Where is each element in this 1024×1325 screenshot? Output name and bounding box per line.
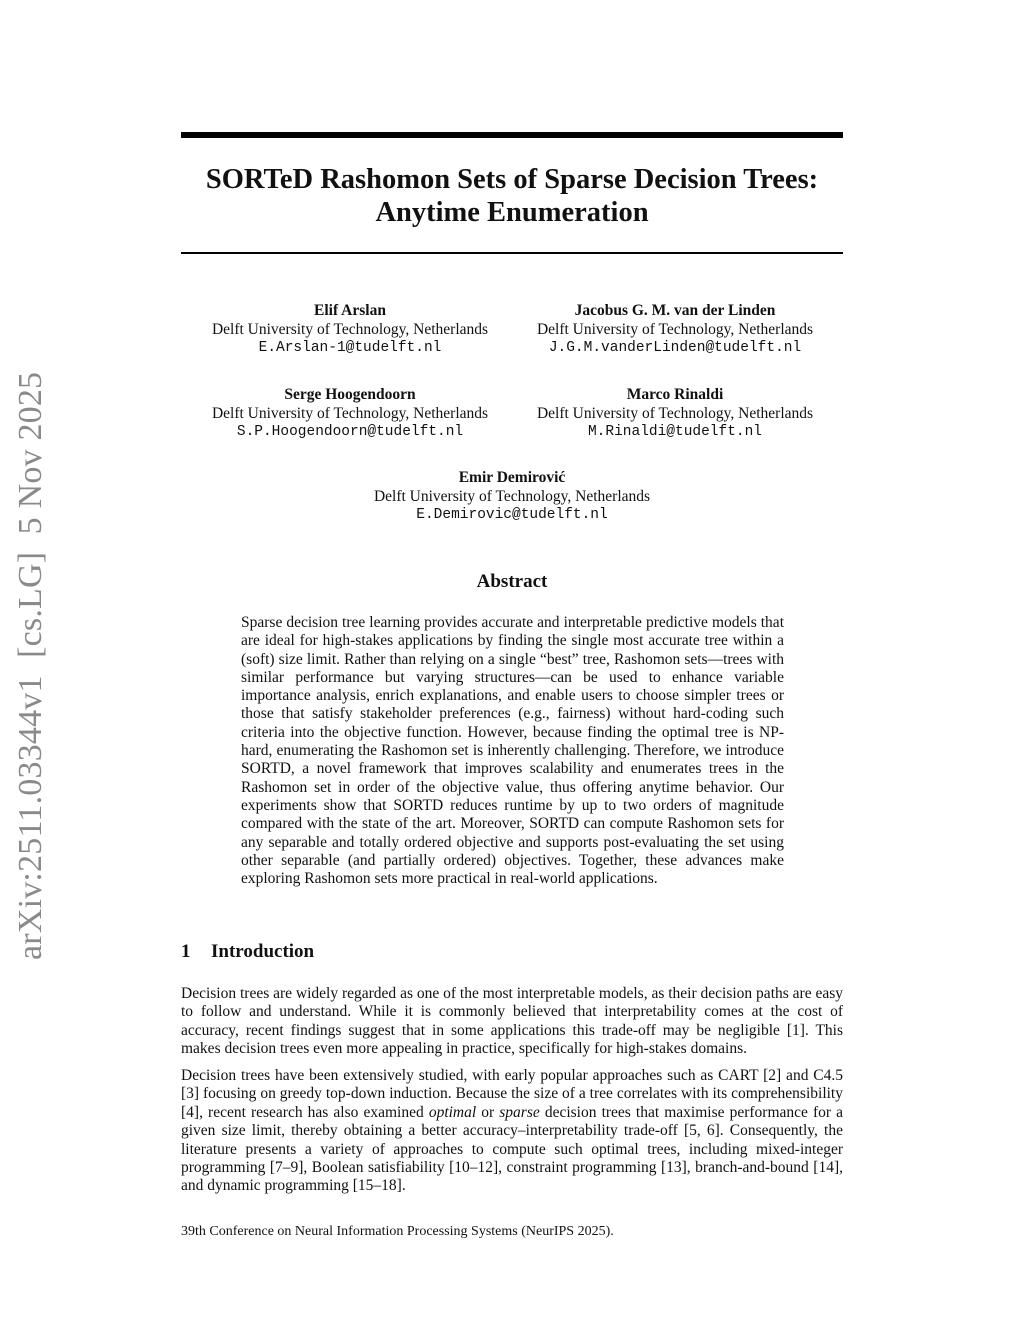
author-block xyxy=(185,301,515,358)
paragraph-text: Decision trees have been extensively studied, with early popular approaches such as CART [2] and C4.5 [3] focusing on greedy top-down induction. Because the size of a tree correlates with its comprehensibility [4], recent research has also examined xyxy=(181,1067,843,1121)
abstract-text: Sparse decision tree learning provides accurate and interpretable predictive models that are ideal for high-stakes applications by finding the single most accurate tree within a (soft) size limit. Rather than relying on a single “best” tree, Rashomon sets—trees with similar performance but varying structures—can be used to enhance variable importance analysis, enrich explanations, and enable users to choose simpler trees or those that satisfy stakeholder preferences (e.g., fairness) without hard-coding such criteria into the objective function. However, because finding the optimal tree is NP-hard, enumerating the Rashomon set is inherently challenging. Therefore, we introduce SORTD, a novel framework that improves scalability and enumerates trees in the Rashomon set in order of the objective value, thus offering anytime behavior. Our experiments show that SORTD reduces runtime by up to two orders of magnitude compared with the state of the art. Moreover, SORTD can compute Rashomon sets for any separable and totally ordered objective and supports post-evaluating the set using other separable (and partially ordered) objectives. Together, these advances make exploring Rashomon sets more practical in real-world applications. xyxy=(241,614,784,888)
paragraph-text: decision trees that maximise performance for a given size limit, thereby obtaining a better accuracy–interpretability trade-off [5, 6]. Consequently, the literature presents a variety of approaches to compute such optimal trees, including mixed-integer programming [7–9], Boolean satisfiability [10–12], constraint programming [13], branch-and-bound [14], and dynamic programming [15–18]. xyxy=(181,1103,844,1195)
conference-footnote: 39th Conference on Neural Information Processing Systems (NeurIPS 2025). xyxy=(181,1224,614,1239)
abstract-heading: Abstract xyxy=(476,571,548,592)
author-email[interactable]: S.P.Hoogendoorn@tudelft.nl xyxy=(236,424,464,440)
section-number: 1 xyxy=(181,941,191,962)
author-name: Serge Hoogendoorn xyxy=(284,386,416,403)
author-email[interactable]: J.G.M.vanderLinden@tudelft.nl xyxy=(548,340,802,356)
author-name: Marco Rinaldi xyxy=(626,386,724,403)
author-affiliation: Delft University of Technology, Netherlands xyxy=(536,321,814,338)
title-line-2: Anytime Enumeration xyxy=(375,197,649,228)
author-affiliation: Delft University of Technology, Netherlands xyxy=(373,488,651,505)
author-email[interactable]: E.Demirovic@tudelft.nl xyxy=(416,507,608,523)
title-top-rule xyxy=(181,132,843,138)
arxiv-identifier: arXiv:2511.03344v1 [cs.LG] 5 Nov 2025 xyxy=(12,371,49,960)
paragraph-text: or xyxy=(476,1103,500,1121)
section-title: Introduction xyxy=(211,941,315,962)
author-name: Emir Demirović xyxy=(458,469,566,486)
intro-paragraph-2 xyxy=(181,1067,843,1196)
author-name: Elif Arslan xyxy=(314,302,386,319)
title-bottom-rule xyxy=(181,252,843,254)
author-affiliation: Delft University of Technology, Netherlands xyxy=(211,321,489,338)
author-block xyxy=(185,385,515,442)
emphasis-optimal: optimal xyxy=(428,1103,477,1121)
author-affiliation: Delft University of Technology, Netherlands xyxy=(536,405,814,422)
author-email[interactable]: M.Rinaldi@tudelft.nl xyxy=(587,424,763,440)
author-block xyxy=(347,468,677,525)
author-name: Jacobus G. M. van der Linden xyxy=(574,302,776,319)
author-block xyxy=(510,385,840,442)
paper-title xyxy=(181,163,843,229)
author-email[interactable]: E.Arslan-1@tudelft.nl xyxy=(258,340,442,356)
intro-paragraph-1: Decision trees are widely regarded as one of the most interpretable models, as their decision paths are easy to follow and understand. While it is commonly believed that interpretability comes at the cost of accuracy, recent findings suggest that in some applications this trade-off may be negligible [1]. This makes decision trees even more appealing in practice, specifically for high-stakes domains. xyxy=(181,985,843,1058)
author-block xyxy=(510,301,840,358)
author-affiliation: Delft University of Technology, Netherlands xyxy=(211,405,489,422)
section-heading xyxy=(181,941,314,963)
title-line-1: SORTeD Rashomon Sets of Sparse Decision Trees: xyxy=(205,164,819,195)
emphasis-sparse: sparse xyxy=(499,1103,540,1121)
